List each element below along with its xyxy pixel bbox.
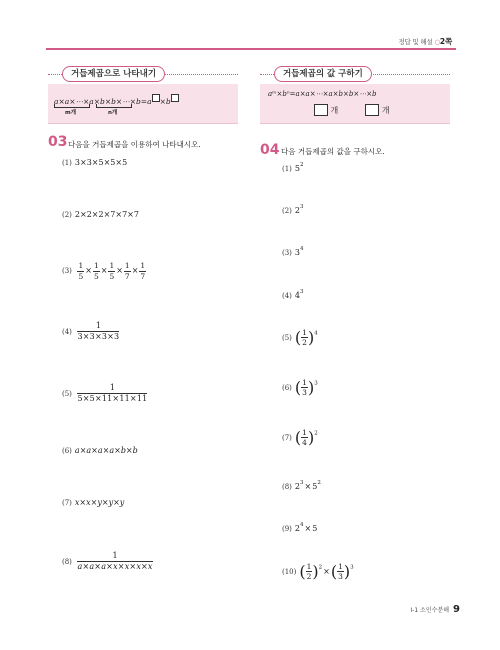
p04-item-6: (6) ( $\frac{1}{3}$ )$^3$ bbox=[282, 377, 318, 397]
fraction: $\frac{1}{3}$ bbox=[302, 377, 307, 397]
label-n-count: n개 bbox=[108, 110, 118, 116]
right-formula-blanks bbox=[314, 104, 390, 116]
left-section-title: 거듭제곱으로 나타내기 bbox=[71, 69, 157, 79]
p04-item-8: (8) $2^3\times 5^2$ bbox=[282, 480, 321, 491]
p04-item-4: (4) $4^3$ bbox=[282, 289, 304, 300]
fraction: $\frac{1}{3\times 3\times 3\times 3}$ bbox=[77, 321, 120, 341]
right-section-title-pill bbox=[274, 66, 372, 82]
fraction: $\frac{1}{5}$ bbox=[78, 261, 84, 281]
page-footer bbox=[410, 604, 460, 615]
p03-item-2: (2) 2×2×2×7×7×7 bbox=[62, 210, 139, 219]
p04-item-2: (2) $2^3$ bbox=[282, 204, 304, 215]
right-formula-box bbox=[260, 84, 450, 124]
left-section-title-pill bbox=[62, 66, 165, 82]
p04-item-1: (1) $5^2$ bbox=[282, 162, 304, 173]
p03-item-8: (8) $\frac{1}{a\times a\times a\times x\times x\times x\times x}$ bbox=[62, 551, 153, 571]
left-formula-tail: ×b bbox=[159, 97, 171, 106]
unit-label: 개 bbox=[381, 106, 390, 115]
header-divider bbox=[46, 48, 456, 50]
top-reference bbox=[398, 36, 452, 47]
p03-item-5: (5) $\frac{1}{5\times 5\times 11\times 11\times 11}$ bbox=[62, 383, 148, 403]
p04-item-5: (5) ( $\frac{1}{2}$ )$^4$ bbox=[282, 327, 318, 347]
circle-bullet-icon: ○ bbox=[434, 38, 440, 46]
fraction: $\frac{1}{a\times a\times a\times x\times x\times x\times x}$ bbox=[77, 551, 153, 571]
fraction: $\frac{1}{5\times 5\times 11\times 11\times 11}$ bbox=[77, 383, 148, 403]
fraction: $\frac{1}{2}$ bbox=[302, 327, 307, 347]
unit-label: 개 bbox=[330, 106, 339, 115]
right-formula: aᵐ×bⁿ=a×a×⋯×a×b×b×⋯×b bbox=[268, 90, 377, 98]
problem-04-number: 04 bbox=[260, 142, 280, 158]
fraction: $\frac{1}{3}$ bbox=[338, 561, 343, 581]
p03-item-7: (7) x×x×y×y×y bbox=[62, 498, 125, 507]
blank-box bbox=[171, 94, 179, 102]
p04-item-3: (3) $3^4$ bbox=[282, 246, 304, 257]
p03-item-3: (3) $\frac{1}{5}$ × $\frac{1}{5}$ × $\frac{1}{5}$ × $\frac{1}{7}$ × $\frac{1}{7}$ bbox=[62, 261, 146, 281]
p04-item-10: (10) ( $\frac{1}{2}$ )$^2$×( $\frac{1}{3}$ )$^3$ bbox=[282, 561, 354, 581]
label-m-count: m개 bbox=[65, 110, 77, 116]
problem-04-prompt: 다음 거듭제곱의 값을 구하시오. bbox=[281, 147, 385, 156]
fraction: $\frac{1}{7}$ bbox=[140, 261, 146, 281]
left-section-header bbox=[48, 66, 238, 82]
p03-item-1: (1) 3×3×5×5×5 bbox=[62, 158, 128, 167]
problem-03-number: 03 bbox=[48, 134, 68, 150]
p04-item-7: (7) ( $\frac{1}{4}$ )$^2$ bbox=[282, 427, 318, 447]
fraction: $\frac{1}{7}$ bbox=[124, 261, 130, 281]
p03-item-4: (4) $\frac{1}{3\times 3\times 3\times 3}$ bbox=[62, 321, 120, 341]
chapter-label: Ⅰ-1 소인수분해 bbox=[410, 607, 450, 614]
blank-box bbox=[314, 104, 328, 116]
fraction: $\frac{1}{2}$ bbox=[306, 561, 312, 581]
answer-ref-page: 2쪽 bbox=[439, 37, 452, 46]
left-formula-text: a×a×⋯×a×b×b×⋯×b=a bbox=[54, 97, 152, 106]
fraction: $\frac{1}{4}$ bbox=[302, 427, 307, 447]
left-formula-box bbox=[48, 84, 238, 124]
blank-box bbox=[152, 94, 160, 102]
page-number: 9 bbox=[453, 604, 460, 615]
blank-box bbox=[365, 104, 379, 116]
problem-03-prompt: 다음을 거듭제곱을 이용하여 나타내시오. bbox=[68, 140, 201, 149]
right-section-title: 거듭제곱의 값 구하기 bbox=[283, 69, 363, 79]
fraction: $\frac{1}{5}$ bbox=[109, 261, 115, 281]
p04-item-9: (9) $2^4\times 5$ bbox=[282, 522, 318, 533]
p03-item-6: (6) a×a×a×a×b×b bbox=[62, 446, 138, 455]
right-section-header bbox=[260, 66, 450, 82]
right-column bbox=[260, 66, 450, 124]
answer-ref-label: 정답 및 해설 bbox=[398, 38, 433, 46]
fraction: $\frac{1}{5}$ bbox=[93, 261, 99, 281]
left-column bbox=[48, 66, 238, 124]
